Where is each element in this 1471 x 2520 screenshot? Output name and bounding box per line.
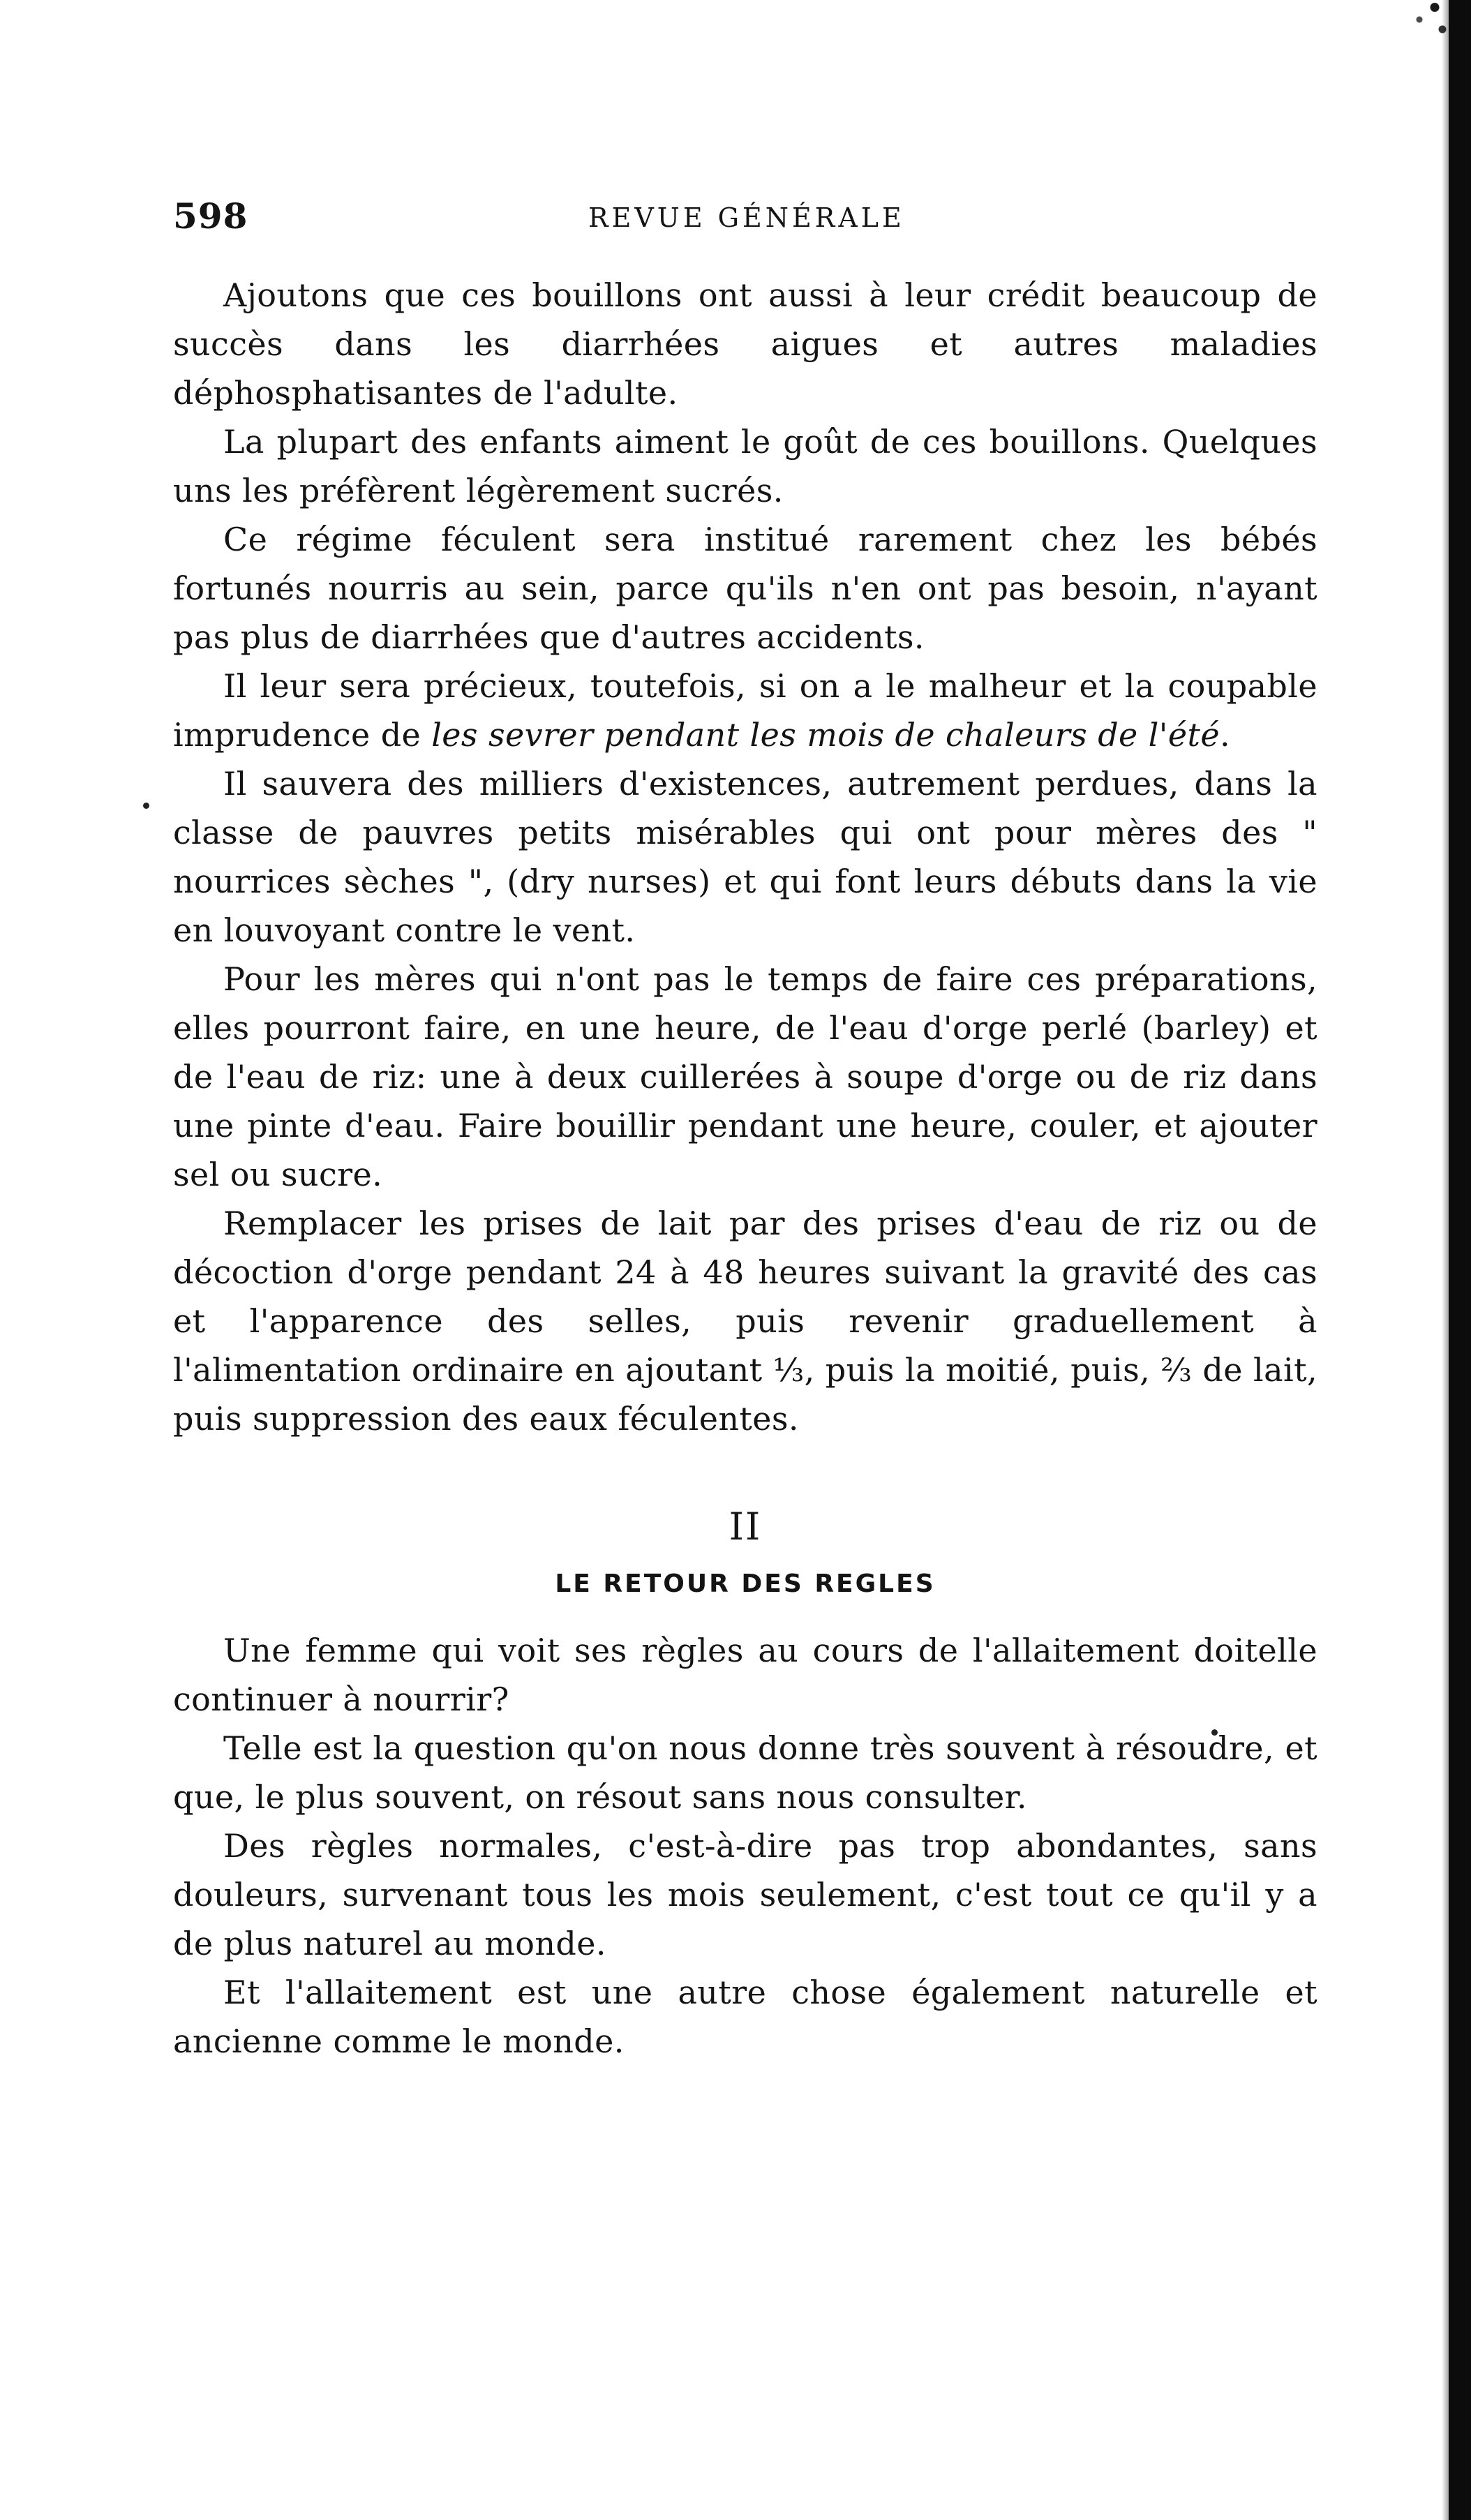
paragraph-text: . bbox=[1219, 716, 1230, 754]
paragraph: Et l'allaitement est une autre chose également naturelle et ancienne comme le monde. bbox=[173, 1974, 1317, 2060]
section-title: LE RETOUR DES REGLES bbox=[555, 1570, 936, 1598]
paragraph: La plupart des enfants aiment le goût de ces bouillons. Quelques uns les préfèrent légèrement sucrés. bbox=[173, 423, 1317, 509]
paragraph: Pour les mères qui n'ont pas le temps de faire ces préparations, elles pourront faire, en une heure, de l'eau d'orge perlé (barley) et de l'eau de riz: une à deux cuillerées à soupe d'orge ou de riz dans une pinte d'eau. Faire bouillir pendant une heure, couler, et ajouter sel ou sucre. bbox=[173, 960, 1317, 1193]
scan-edge-shadow bbox=[1442, 0, 1449, 2520]
paragraph bbox=[173, 662, 1317, 759]
scan-page-edge bbox=[1449, 0, 1471, 2520]
paragraph-text: Il leur sera précieux, toutefois, si on a le malheur et la coupable imprudence de bbox=[173, 667, 1317, 754]
margin-mark bbox=[143, 803, 149, 809]
paragraph: Des règles normales, c'est-à-dire pas trop abondantes, sans douleurs, survenant tous les mois seulement, c'est tout ce qu'il y a de plus naturel au monde. bbox=[173, 1827, 1317, 1962]
page-number: 598 bbox=[173, 195, 248, 237]
paragraph: Ce régime féculent sera institué rarement chez les bébés fortunés nourris au sein, parce qu'ils n'en ont pas besoin, n'ayant pas plus de diarrhées que d'autres accidents. bbox=[173, 521, 1317, 656]
running-title: REVUE GÉNÉRALE bbox=[588, 202, 905, 233]
paragraph: Il sauvera des milliers d'existences, autrement perdues, dans la classe de pauvres petits misérables qui ont pour mères des " nourrices sèches ", (dry nurses) et qui font leurs débuts dans la vie en louvoyant contre le vent. bbox=[173, 765, 1317, 949]
paragraph: Telle est la question qu'on nous donne très souvent à résoudre, et que, le plus souvent, on résout sans nous consulter. bbox=[173, 1729, 1317, 1816]
paragraph: Une femme qui voit ses règles au cours de l'allaitement doitelle continuer à nourrir? bbox=[173, 1632, 1317, 1718]
scan-corner-specks bbox=[1373, 0, 1450, 49]
page-body bbox=[173, 195, 1317, 2066]
paragraph: Ajoutons que ces bouillons ont aussi à leur crédit beaucoup de succès dans les diarrhées aigues et autres maladies déphosphatisantes de l'adulte. bbox=[173, 276, 1317, 412]
section-numeral: II bbox=[729, 1505, 762, 1549]
paragraph: Remplacer les prises de lait par des prises d'eau de riz ou de décoction d'orge pendant 24 à 48 heures suivant la gravité des cas et l'apparence des selles, puis revenir graduellement à l'alimentation ordinaire en ajoutant ⅓, puis la moitié, puis, ⅔ de lait, puis suppression des eaux féculentes. bbox=[173, 1205, 1317, 1438]
italic-phrase: les sevrer pendant les mois de chaleurs de l'été bbox=[431, 716, 1220, 754]
running-header bbox=[173, 195, 1317, 244]
